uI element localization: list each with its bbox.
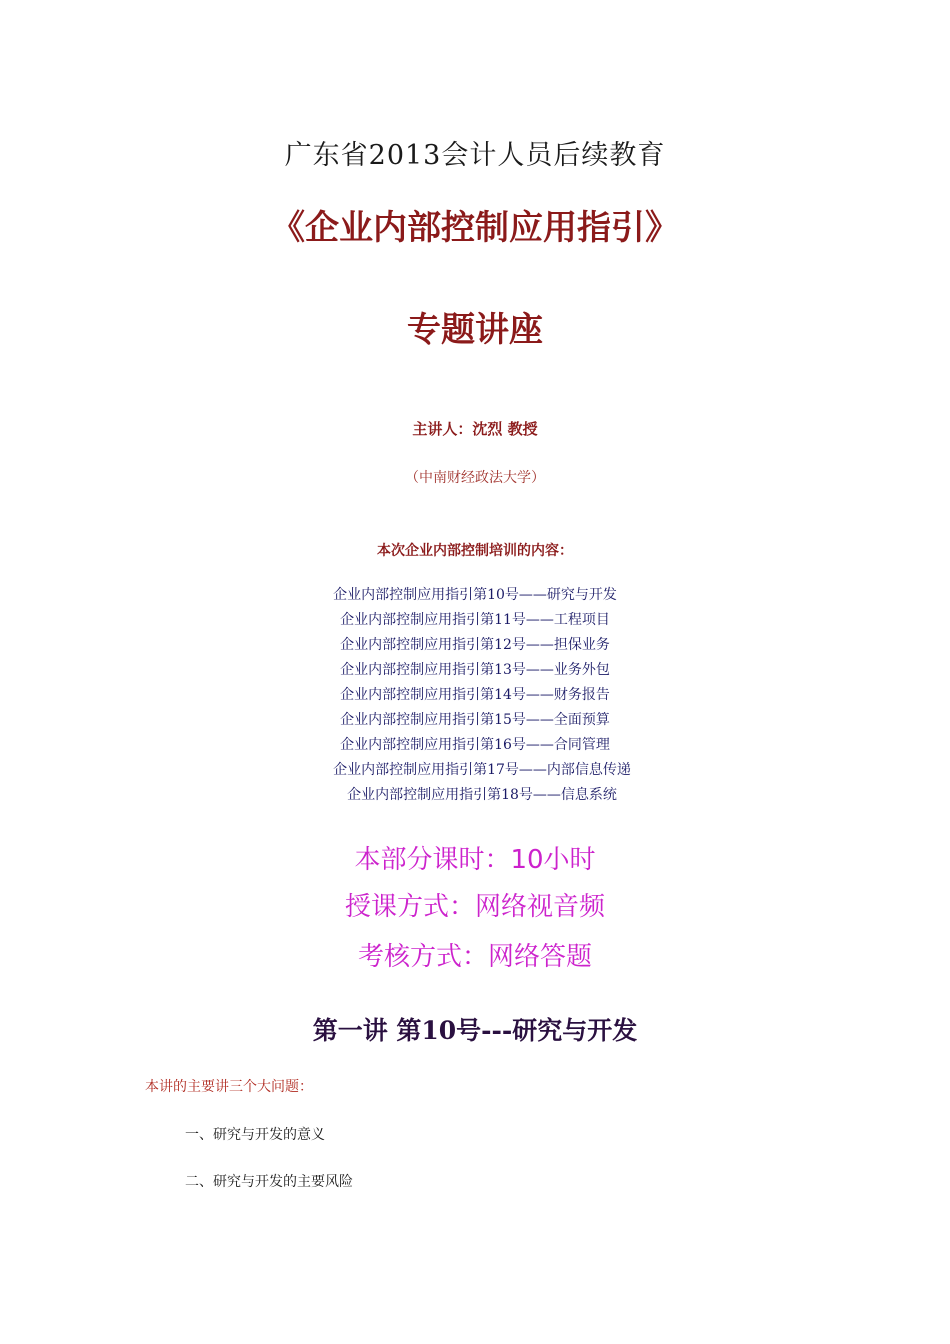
teaching-method: 授课方式：网络视音频 bbox=[344, 892, 605, 922]
guide-item: 企业内部控制应用指引第13号——业务外包 bbox=[340, 662, 610, 678]
guide-item: 企业内部控制应用指引第11号——工程项目 bbox=[340, 612, 610, 628]
lecture-point: 二、研究与开发的主要风险 bbox=[185, 1174, 353, 1190]
assessment-method: 考核方式：网络答题 bbox=[357, 942, 592, 972]
guide-item: 企业内部控制应用指引第18号——信息系统 bbox=[347, 787, 617, 803]
guide-item: 企业内部控制应用指引第14号——财务报告 bbox=[340, 687, 610, 703]
contents-heading: 本次企业内部控制培训的内容： bbox=[377, 543, 573, 559]
course-hours: 本部分课时：10小时 bbox=[354, 845, 596, 875]
guide-list bbox=[0, 583, 950, 808]
lecture-point: 一、研究与开发的意义 bbox=[185, 1127, 325, 1143]
guide-item: 企业内部控制应用指引第10号——研究与开发 bbox=[333, 587, 617, 603]
guide-item: 企业内部控制应用指引第12号——担保业务 bbox=[340, 637, 610, 653]
university-name: （中南财经政法大学） bbox=[405, 470, 545, 486]
guide-item: 企业内部控制应用指引第16号——合同管理 bbox=[340, 737, 610, 753]
lecture-intro: 本讲的主要讲三个大问题： bbox=[145, 1079, 313, 1095]
guide-item: 企业内部控制应用指引第15号——全面预算 bbox=[340, 712, 610, 728]
document-title: 《企业内部控制应用指引》 bbox=[271, 208, 679, 248]
guide-item: 企业内部控制应用指引第17号——内部信息传递 bbox=[333, 762, 631, 778]
document-heading: 广东省2013会计人员后续教育 bbox=[284, 140, 666, 171]
document-subtitle: 专题讲座 bbox=[407, 310, 543, 350]
lecturer-name: 主讲人：沈烈 教授 bbox=[412, 420, 538, 438]
lecture-title: 第一讲 第10号---研究与开发 bbox=[312, 1016, 638, 1045]
